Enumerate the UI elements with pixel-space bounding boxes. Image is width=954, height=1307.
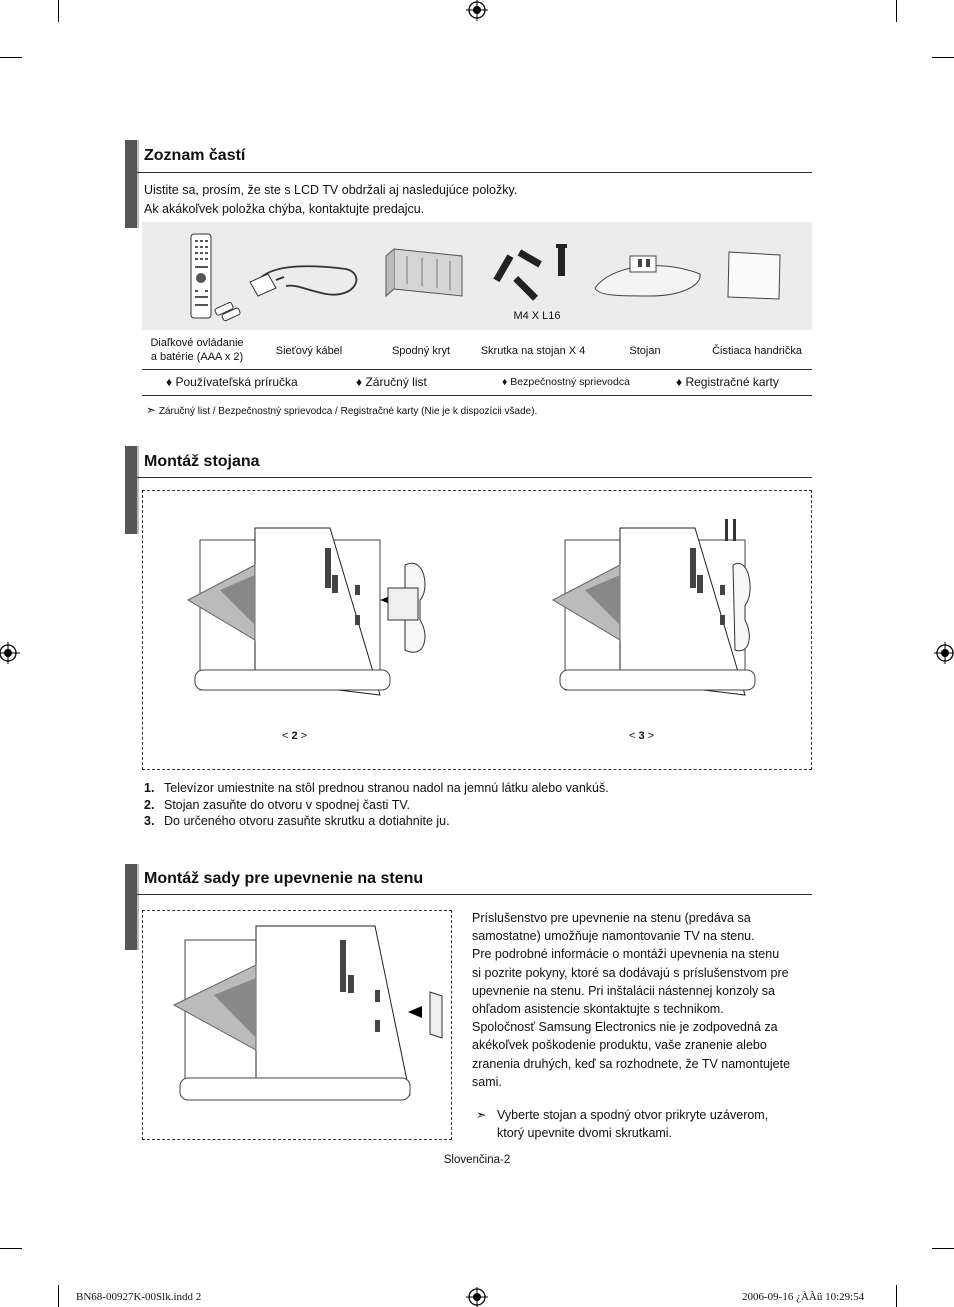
part-label: Čistiaca handrička bbox=[712, 345, 802, 357]
crop-mark bbox=[0, 57, 22, 58]
extra-item: ♦ Registračné karty bbox=[676, 375, 779, 389]
part-label: Sieťový kábel bbox=[275, 345, 343, 357]
registration-mark-icon bbox=[932, 642, 954, 664]
screws-icon bbox=[488, 240, 578, 304]
registration-mark-icon bbox=[466, 1286, 488, 1307]
wall-mount-description: Príslušenstvo pre upevnenie na stenu (predáva sa samostatne) umožňuje namontovanie TV na stenu. Pre podrobné informácie o montáži upevnenia na stenu si pozrite pokyny, ktoré sa dodávajú s príslušenstvom pre upevnenie na stenu. Pri inštalácii nástennej konzoly sa ohľadom asistencie skontaktujte s technikom. Spoločnosť Samsung Electronics nie je zodpovedná za akékoľvek poškodenie produktu, vaše zranenie alebo zranenia druhých, keď sa rozhodnete, že TV namontujete sami. bbox=[472, 911, 791, 1089]
bottom-cover-icon bbox=[382, 244, 472, 304]
extra-item: ♦ Používateľská príručka bbox=[166, 375, 298, 389]
part-label: Stojan bbox=[629, 345, 661, 357]
crop-mark bbox=[58, 1285, 59, 1307]
figure-2-caption: < 2 > bbox=[282, 730, 308, 742]
section-rule bbox=[137, 172, 812, 173]
part-label: Skrutka na stojan X 4 bbox=[480, 345, 586, 357]
section-rule bbox=[137, 477, 812, 478]
list-item: 2. Stojan zasuňte do otvoru v spodnej časti TV. bbox=[144, 797, 410, 812]
section-rule bbox=[137, 894, 812, 895]
cleaning-cloth-icon bbox=[725, 249, 785, 303]
extra-item: ♦ Bezpečnostný sprievodca bbox=[502, 376, 630, 388]
wall-mount-illustration bbox=[170, 920, 445, 1120]
note-arrow-icon: ➣ bbox=[476, 1108, 487, 1122]
registration-mark-icon bbox=[0, 642, 22, 664]
crop-mark bbox=[932, 1248, 954, 1249]
stand-steps-list bbox=[144, 780, 609, 830]
footer-timestamp: 2006-09-16 ¿ÀÀü 10:29:54 bbox=[742, 1291, 865, 1303]
wall-mount-note: ➣ Vyberte stojan a spodný otvor prikryte uzáverom, ktorý upevnite dvomi skrutkami. bbox=[476, 1108, 769, 1140]
part-label: Spodný kryt bbox=[391, 345, 451, 357]
stand-icon bbox=[590, 246, 706, 300]
registration-mark-icon bbox=[466, 0, 488, 22]
section-title-wall-mount: Montáž sady pre upevnenie na stenu bbox=[144, 870, 424, 887]
list-item: 1. Televízor umiestnite na stôl prednou stranou nadol na jemnú látku alebo vankúš. bbox=[144, 781, 609, 795]
footer-file-name: BN68-00927K-00Slk.indd 2 bbox=[76, 1291, 202, 1303]
page-number: Slovenčina-2 bbox=[443, 1154, 511, 1166]
stand-step3-illustration bbox=[545, 515, 815, 715]
crop-mark bbox=[896, 0, 897, 22]
stand-step2-illustration bbox=[180, 520, 450, 715]
list-item: 3. Do určeného otvoru zasuňte skrutku a dotiahnite ju. bbox=[144, 814, 450, 828]
crop-mark bbox=[896, 1285, 897, 1307]
screw-size-label: M4 X L16 bbox=[513, 310, 561, 322]
crop-mark bbox=[0, 1248, 22, 1249]
figure-3-caption: < 3 > bbox=[629, 730, 655, 742]
crop-mark bbox=[932, 57, 954, 58]
section-title-stand: Montáž stojana bbox=[144, 453, 260, 470]
crop-mark bbox=[58, 0, 59, 22]
availability-note: ➣ Záručný list / Bezpečnostný sprievodca / Registračné karty (Nie je k dispozícii všade). bbox=[146, 403, 538, 417]
note-arrow-icon: ➣ bbox=[146, 403, 157, 417]
parts-illustration-panel bbox=[142, 222, 812, 330]
section-accent-bar bbox=[125, 864, 139, 950]
remote-control-icon bbox=[189, 232, 243, 322]
additional-items-bar bbox=[142, 369, 812, 396]
section-title-parts: Zoznam častí bbox=[144, 147, 246, 164]
power-cord-icon bbox=[246, 244, 366, 304]
part-label: Diaľkové ovládanie a batérie (AAA x 2) bbox=[150, 337, 244, 363]
parts-intro: Uistite sa, prosím, že ste s LCD TV obdržali aj nasledujúce položky. Ak akákoľvek položka chýba, kontaktujte predajcu. bbox=[144, 183, 518, 216]
section-accent-bar bbox=[125, 446, 139, 534]
extra-item: ♦ Záručný list bbox=[356, 375, 427, 389]
section-accent-bar bbox=[125, 140, 139, 228]
